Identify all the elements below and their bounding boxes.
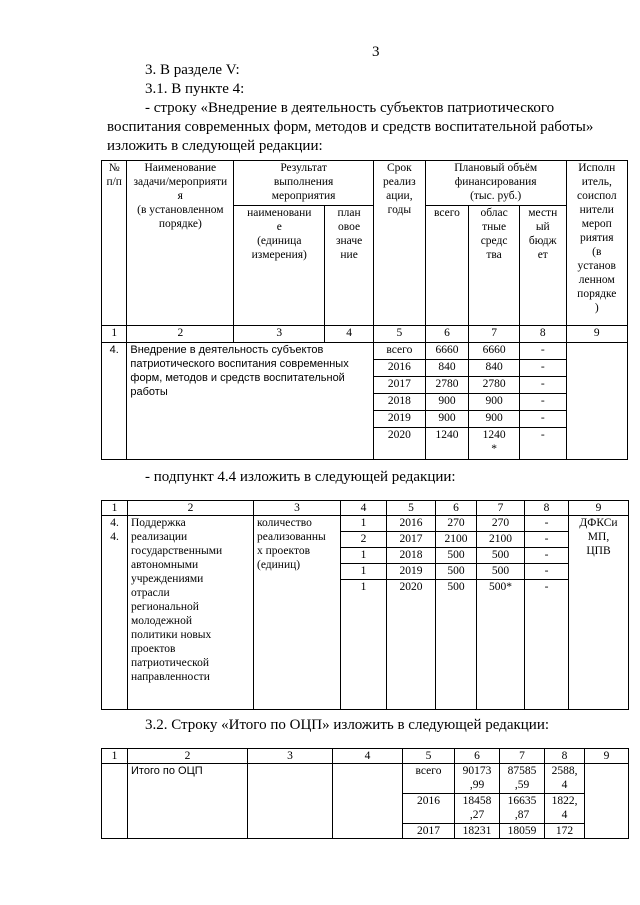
col-number: 3 bbox=[254, 501, 341, 516]
header-num: № п/п bbox=[102, 161, 127, 326]
col-number: 5 bbox=[387, 501, 436, 516]
year-cell: всего bbox=[373, 343, 425, 360]
regional-cell: 2100 bbox=[477, 532, 525, 548]
col-number: 1 bbox=[102, 326, 127, 343]
local-cell: - bbox=[525, 548, 569, 564]
table-1 bbox=[101, 160, 628, 460]
local-cell: - bbox=[519, 343, 566, 360]
total-cell: 90173 ,99 bbox=[455, 764, 500, 794]
year-cell: 2016 bbox=[387, 516, 436, 532]
regional-cell: 500 bbox=[477, 548, 525, 564]
col-number: 5 bbox=[373, 326, 425, 343]
col-number: 6 bbox=[455, 749, 500, 764]
regional-cell: 6660 bbox=[469, 343, 520, 360]
header-result: Результат выполнения мероприятия bbox=[234, 161, 374, 206]
col-number: 3 bbox=[234, 326, 325, 343]
row-num: 4. 4. bbox=[102, 516, 128, 710]
result-name bbox=[248, 764, 333, 839]
col-number: 1 bbox=[102, 501, 128, 516]
total-cell: 900 bbox=[425, 394, 468, 411]
plan-cell bbox=[333, 764, 403, 839]
local-cell: - bbox=[525, 580, 569, 710]
local-cell: - bbox=[519, 377, 566, 394]
regional-cell: 16635 ,87 bbox=[500, 794, 545, 824]
year-cell: всего bbox=[403, 764, 455, 794]
col-number: 1 bbox=[102, 749, 128, 764]
header-term: Срок реализ ации, годы bbox=[373, 161, 425, 326]
total-cell: 900 bbox=[425, 411, 468, 428]
row-task: Внедрение в деятельность субъектов патриотического воспитания современных форм, методов и средств воспитательной работы bbox=[127, 343, 374, 460]
year-cell: 2020 bbox=[387, 580, 436, 710]
year-cell: 2020 bbox=[373, 428, 425, 460]
header-task: Наименование задачи/мероприяти я (в установленном порядке) bbox=[127, 161, 234, 326]
col-number: 9 bbox=[569, 501, 629, 516]
year-cell: 2017 bbox=[373, 377, 425, 394]
local-cell: - bbox=[519, 428, 566, 460]
total-cell: 270 bbox=[436, 516, 477, 532]
col-number: 2 bbox=[128, 501, 254, 516]
col-number: 9 bbox=[566, 326, 627, 343]
local-cell: - bbox=[519, 360, 566, 377]
header-executor: Исполн итель, соиспол нители мероп риятия (в установ ленном порядке ) bbox=[566, 161, 627, 326]
local-cell: 1822, 4 bbox=[545, 794, 585, 824]
regional-cell: 500* bbox=[477, 580, 525, 710]
regional-cell: 500 bbox=[477, 564, 525, 580]
plan-cell: 1 bbox=[341, 564, 387, 580]
intro-text-line: - строку «Внедрение в деятельность субъектов патриотического bbox=[145, 100, 555, 116]
regional-cell: 18059 bbox=[500, 824, 545, 839]
plan-cell: 1 bbox=[341, 548, 387, 564]
col-number: 4 bbox=[333, 749, 403, 764]
total-cell: 18231 bbox=[455, 824, 500, 839]
col-number: 7 bbox=[500, 749, 545, 764]
col-number: 7 bbox=[477, 501, 525, 516]
section-heading: 3. В разделе V: bbox=[145, 62, 240, 78]
executor-cell bbox=[585, 764, 629, 839]
header-result-value: план овое значе ние bbox=[325, 206, 374, 326]
row-task: Поддержка реализации государственными автономными учреждениями отрасли региональной молодежной политики новых проектов патриотической направленности bbox=[128, 516, 254, 710]
year-cell: 2017 bbox=[403, 824, 455, 839]
row-num: 4. bbox=[102, 343, 127, 460]
plan-cell: 1 bbox=[341, 516, 387, 532]
col-number: 9 bbox=[585, 749, 629, 764]
row-num bbox=[102, 764, 128, 839]
total-cell: 500 bbox=[436, 564, 477, 580]
header-local: местн ый бюдж ет bbox=[519, 206, 566, 326]
year-cell: 2017 bbox=[387, 532, 436, 548]
total-cell: 1240 bbox=[425, 428, 468, 460]
header-regional: облас тные средс тва bbox=[469, 206, 520, 326]
total-cell: 500 bbox=[436, 580, 477, 710]
total-cell: 2780 bbox=[425, 377, 468, 394]
col-number: 6 bbox=[436, 501, 477, 516]
col-number: 6 bbox=[425, 326, 468, 343]
plan-cell: 2 bbox=[341, 532, 387, 548]
intro-text-line: изложить в следующей редакции: bbox=[107, 138, 323, 154]
year-cell: 2018 bbox=[373, 394, 425, 411]
plan-cell: 1 bbox=[341, 580, 387, 710]
col-number: 4 bbox=[325, 326, 374, 343]
regional-cell: 270 bbox=[477, 516, 525, 532]
year-cell: 2016 bbox=[373, 360, 425, 377]
row-task: Итого по ОЦП bbox=[128, 764, 248, 839]
table-3 bbox=[101, 748, 629, 839]
intro-text-line: воспитания современных форм, методов и средств воспитательной работы» bbox=[107, 119, 594, 135]
header-funding: Плановый объём финансирования (тыс. руб.) bbox=[425, 161, 566, 206]
regional-cell: 1240 * bbox=[469, 428, 520, 460]
regional-cell: 840 bbox=[469, 360, 520, 377]
section-32-text: 3.2. Строку «Итого по ОЦП» изложить в следующей редакции: bbox=[145, 717, 550, 733]
regional-cell: 87585 ,59 bbox=[500, 764, 545, 794]
total-cell: 18458 ,27 bbox=[455, 794, 500, 824]
local-cell: - bbox=[525, 532, 569, 548]
col-number: 5 bbox=[403, 749, 455, 764]
col-number: 2 bbox=[127, 326, 234, 343]
total-cell: 2100 bbox=[436, 532, 477, 548]
regional-cell: 900 bbox=[469, 394, 520, 411]
total-cell: 500 bbox=[436, 548, 477, 564]
table-2 bbox=[101, 500, 629, 710]
total-cell: 6660 bbox=[425, 343, 468, 360]
year-cell: 2016 bbox=[403, 794, 455, 824]
regional-cell: 2780 bbox=[469, 377, 520, 394]
local-cell: - bbox=[525, 516, 569, 532]
header-result-name: наименовани е (единица измерения) bbox=[234, 206, 325, 326]
total-cell: 840 bbox=[425, 360, 468, 377]
local-cell: - bbox=[519, 394, 566, 411]
local-cell: - bbox=[525, 564, 569, 580]
col-number: 7 bbox=[469, 326, 520, 343]
local-cell: 172 bbox=[545, 824, 585, 839]
result-name: количество реализованны х проектов (единиц) bbox=[254, 516, 341, 710]
executor-cell: ДФКСи МП, ЦПВ bbox=[569, 516, 629, 710]
col-number: 8 bbox=[525, 501, 569, 516]
col-number: 8 bbox=[519, 326, 566, 343]
executor-cell bbox=[566, 343, 627, 460]
col-number: 2 bbox=[128, 749, 248, 764]
col-number: 8 bbox=[545, 749, 585, 764]
point-heading: 3.1. В пункте 4: bbox=[145, 81, 245, 97]
local-cell: - bbox=[519, 411, 566, 428]
header-total: всего bbox=[425, 206, 468, 326]
local-cell: 2588, 4 bbox=[545, 764, 585, 794]
col-number: 3 bbox=[248, 749, 333, 764]
year-cell: 2018 bbox=[387, 548, 436, 564]
subpoint-text: - подпункт 4.4 изложить в следующей редакции: bbox=[145, 469, 456, 485]
col-number: 4 bbox=[341, 501, 387, 516]
page-number: 3 bbox=[372, 44, 380, 60]
year-cell: 2019 bbox=[387, 564, 436, 580]
year-cell: 2019 bbox=[373, 411, 425, 428]
regional-cell: 900 bbox=[469, 411, 520, 428]
